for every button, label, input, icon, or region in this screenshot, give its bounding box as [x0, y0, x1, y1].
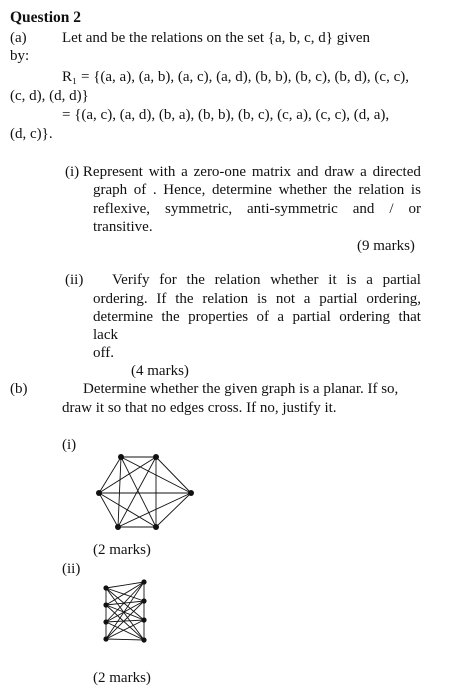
graph-ii-vertex: [103, 619, 108, 624]
justified-word: ordering.: [93, 291, 148, 307]
justified-word: and: [352, 201, 375, 217]
justified-word: that: [398, 309, 421, 325]
justified-word: matrix: [251, 164, 292, 180]
justified-word: properties: [188, 309, 249, 325]
justified-word: is: [410, 182, 421, 198]
justified-word: If: [156, 291, 167, 307]
justified-word: (i) Represent: [65, 164, 143, 180]
justified-word: is: [346, 272, 357, 288]
justified-word: the: [161, 309, 180, 325]
part-b-label: (b): [10, 381, 28, 397]
justified-word: reflexive,: [93, 201, 151, 217]
justified-word: for: [159, 272, 177, 288]
justified-word: zero-one: [193, 164, 247, 180]
part-a-ii-label: (ii): [65, 272, 84, 288]
graph-i-edge: [156, 457, 191, 493]
justified-word: or: [408, 201, 421, 217]
justified-word: Verify: [112, 272, 150, 288]
justified-word: ordering,: [366, 291, 421, 307]
graph-i-vertex: [188, 490, 194, 496]
justified-word: a: [181, 164, 188, 180]
justified-word: partial: [382, 272, 421, 288]
part-a-ii-line-3: [93, 308, 421, 326]
justified-word: Hence,: [163, 182, 206, 198]
justified-word: a: [360, 164, 367, 180]
justified-word: directed: [372, 164, 421, 180]
part-b-line-1: Determine whether the given graph is a planar. If so,: [83, 381, 399, 397]
part-a-ii-marks: (4 marks): [131, 363, 189, 379]
part-a-ii-line-5: off.: [93, 345, 114, 361]
justified-word: whether: [278, 182, 327, 198]
graph-i-edge: [99, 457, 121, 493]
graph-i-vertex: [153, 454, 159, 460]
graph-i-edge: [118, 457, 121, 527]
part-a-i-marks: (9 marks): [357, 238, 415, 254]
part-b-i-label: (i): [62, 437, 77, 453]
graph-i-edge: [156, 493, 191, 527]
graph-ii-edge: [106, 588, 144, 640]
graph-ii-vertex: [141, 598, 146, 603]
graph-ii-svg: [98, 578, 152, 652]
justified-word: a: [277, 309, 285, 325]
part-a-label: (a): [10, 30, 27, 46]
justified-word: partial: [319, 291, 358, 307]
graph-ii-vertex: [141, 617, 146, 622]
part-a-i-line-4: transitive.: [93, 219, 153, 235]
part-a-ii-line-1: [112, 271, 421, 289]
justified-word: draw: [324, 164, 355, 180]
part-a-i-line-1: [65, 163, 421, 181]
justified-word: ordering: [339, 309, 391, 325]
justified-word: it: [328, 272, 337, 288]
graph-i-edge: [118, 493, 191, 527]
part-b-ii-marks: (2 marks): [93, 670, 151, 686]
justified-word: partial: [292, 309, 331, 325]
graph-i-vertex: [118, 454, 124, 460]
part-a-ii-line-2: [93, 290, 421, 308]
question-title: Question 2: [10, 9, 82, 26]
r1-definition-line-2: (c, d), (d, d)}: [10, 88, 89, 104]
justified-word: .: [152, 182, 157, 198]
justified-word: the: [333, 182, 352, 198]
justified-word: a: [303, 291, 311, 307]
justified-word: relation: [214, 272, 261, 288]
graph-ii-vertex: [103, 585, 108, 590]
graph-i-vertex: [115, 524, 121, 530]
justified-word: with: [148, 164, 176, 180]
justified-word: not: [275, 291, 295, 307]
part-b-ii-label: (ii): [62, 561, 81, 577]
justified-word: relation: [358, 182, 405, 198]
graph-i-svg: [90, 450, 200, 534]
graph-ii-vertex: [141, 637, 146, 642]
part-a-i-line-2: [93, 181, 421, 199]
justified-word: the: [186, 272, 205, 288]
justified-word: symmetric,: [165, 201, 233, 217]
justified-word: determine: [93, 309, 153, 325]
justified-word: and: [296, 164, 319, 180]
justified-word: is: [256, 291, 267, 307]
graph-ii-vertex: [141, 579, 146, 584]
justified-word: /: [389, 201, 394, 217]
justified-word: of: [133, 182, 147, 198]
graph-i-edge: [99, 457, 156, 493]
part-a-i-line-3: [93, 200, 421, 218]
r2-definition-line-1: = {(a, c), (a, d), (b, a), (b, b), (b, c), (c, a), (c, c), (d, a),: [62, 107, 390, 123]
justified-word: relation: [202, 291, 249, 307]
justified-word: graph: [93, 182, 128, 198]
justified-word: whether: [270, 272, 319, 288]
justified-word: the: [175, 291, 194, 307]
justified-word: anti-symmetric: [247, 201, 338, 217]
justified-word: determine: [211, 182, 272, 198]
r2-definition-line-2: (d, c)}.: [10, 126, 53, 142]
graph-i-vertex: [96, 490, 102, 496]
part-a-intro-line-2: by:: [10, 48, 30, 64]
justified-word: of: [256, 309, 270, 325]
part-b-line-2: draw it so that no edges cross. If no, justify it.: [62, 400, 337, 416]
part-a-intro-line-1: Let and be the relations on the set {a, b, c, d} given: [62, 30, 371, 46]
graph-ii-vertex: [103, 636, 108, 641]
r1-definition-line-1: R₁ = {(a, a), (a, b), (a, c), (a, d), (b, b), (b, c), (b, d), (c, c),: [62, 69, 409, 85]
graph-i-vertex: [153, 524, 159, 530]
graph-ii-vertex: [103, 602, 108, 607]
part-b-i-marks: (2 marks): [93, 542, 151, 558]
graph-ii-figure: [98, 578, 152, 652]
justified-word: a: [366, 272, 373, 288]
part-a-ii-line-4: lack: [93, 327, 118, 343]
graph-ii-edge: [106, 639, 144, 640]
graph-i-edge: [99, 493, 118, 527]
graph-i-figure: [90, 450, 200, 534]
